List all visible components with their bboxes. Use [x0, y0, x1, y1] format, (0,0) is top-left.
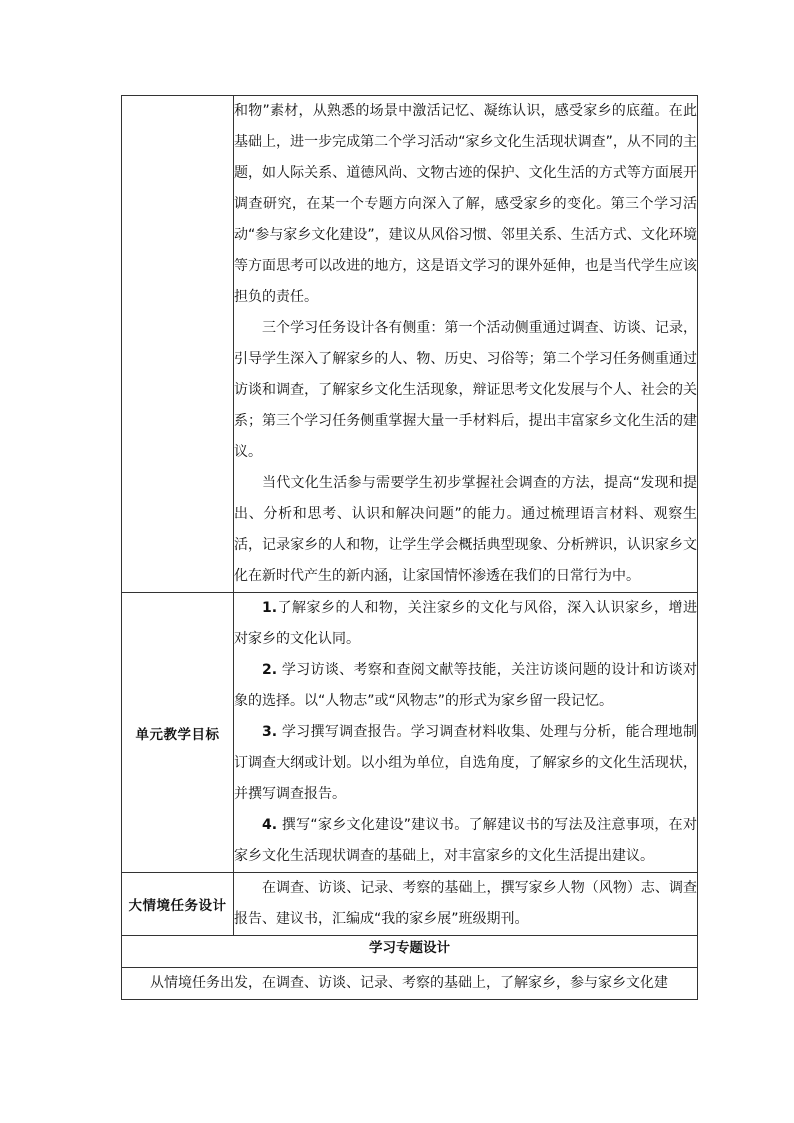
goal-text: 了解家乡的人和物，关注家乡的文化与风俗，深入认识家乡，增进对家乡的文化认同。: [234, 600, 697, 647]
paragraph: 当代文化生活参与需要学生初步掌握社会调查的方法，提高“发现和提出、分析和思考、认识和解决问题”的能力。通过梳理语言材料、观察生活，记录家乡的人和物，让学生学会概括典型现象、分析辨识，认识家乡文化在新时代产生的新内涵，让家国情怀渗透在我们的日常行为中。: [234, 475, 697, 584]
paragraph: 和物”素材，从熟悉的场景中激活记忆、凝练认识，感受家乡的底蕴。在此基础上，进一步完成第二个学习活动“家乡文化生活现状调查”，从不同的主题，如人际关系、道德风尚、文物古迹的保护、文化生活的方式等方面展开调查研究，在某一个专题方向深入了解，感受家乡的变化。第三个学习活动“参与家乡文化建设”，建议从风俗习惯、邻里关系、生活方式、文化环境等方面思考可以改进的地方，这是语文学习的课外延伸，也是当代学生应该担负的责任。: [234, 103, 697, 305]
goal-number: 3.: [262, 724, 278, 740]
task-label: 大情境任务设计: [128, 898, 227, 914]
row-context-task: [122, 873, 698, 936]
goal-item: [234, 717, 697, 810]
row1-label-cell: [122, 96, 234, 593]
goal-text: 学习访谈、考察和查阅文献等技能，关注访谈问题的设计和访谈对象的选择。以“人物志”或“风物志”的形式为家乡留一段记忆。: [234, 662, 697, 709]
goal-item: [234, 593, 697, 655]
row-unit-teaching-goals: [122, 593, 698, 873]
task-text: 在调查、访谈、记录、考察的基础上，撰写家乡人物（风物）志、调查报告、建议书，汇编成“我的家乡展”班级期刊。: [234, 880, 697, 927]
row1-content: [234, 96, 698, 593]
topic-text: 从情境任务出发，在调查、访谈、记录、考察的基础上，了解家乡，参与家乡文化建: [150, 975, 668, 991]
goal-text: 学习撰写调查报告。学习调查材料收集、处理与分析，能合理地制订调查大纲或计划。以小组为单位，自选角度，了解家乡的文化生活现状，并撰写调查报告。: [234, 724, 697, 802]
goals-content: [234, 593, 698, 873]
goals-label: 单元教学目标: [135, 726, 220, 743]
row-topic-header: [122, 936, 698, 968]
row-unit-description: [122, 96, 698, 593]
goal-item: [234, 810, 697, 872]
goal-number: 4.: [262, 817, 278, 833]
topic-content-cell: [122, 968, 698, 1000]
unit-design-table: [121, 95, 698, 1000]
goals-label-cell: [122, 593, 234, 873]
goal-number: 1.: [262, 600, 278, 616]
goal-number: 2.: [262, 662, 278, 678]
task-label-cell: [122, 873, 234, 936]
topic-header-cell: [122, 936, 698, 968]
topic-header: 学习专题设计: [369, 940, 450, 956]
goal-item: [234, 655, 697, 717]
goal-text: 撰写“家乡文化建设”建议书。了解建议书的写法及注意事项，在对家乡文化生活现状调查的基础上，对丰富家乡的文化生活提出建议。: [234, 817, 697, 864]
row-topic-content: [122, 968, 698, 1000]
task-content: [234, 873, 698, 936]
paragraph: 三个学习任务设计各有侧重：第一个活动侧重通过调查、访谈、记录，引导学生深入了解家乡的人、物、历史、习俗等；第二个学习任务侧重通过访谈和调查，了解家乡文化生活现象，辩证思考文化发展与个人、社会的关系；第三个学习任务侧重掌握大量一手材料后，提出丰富家乡文化生活的建议。: [234, 320, 697, 460]
